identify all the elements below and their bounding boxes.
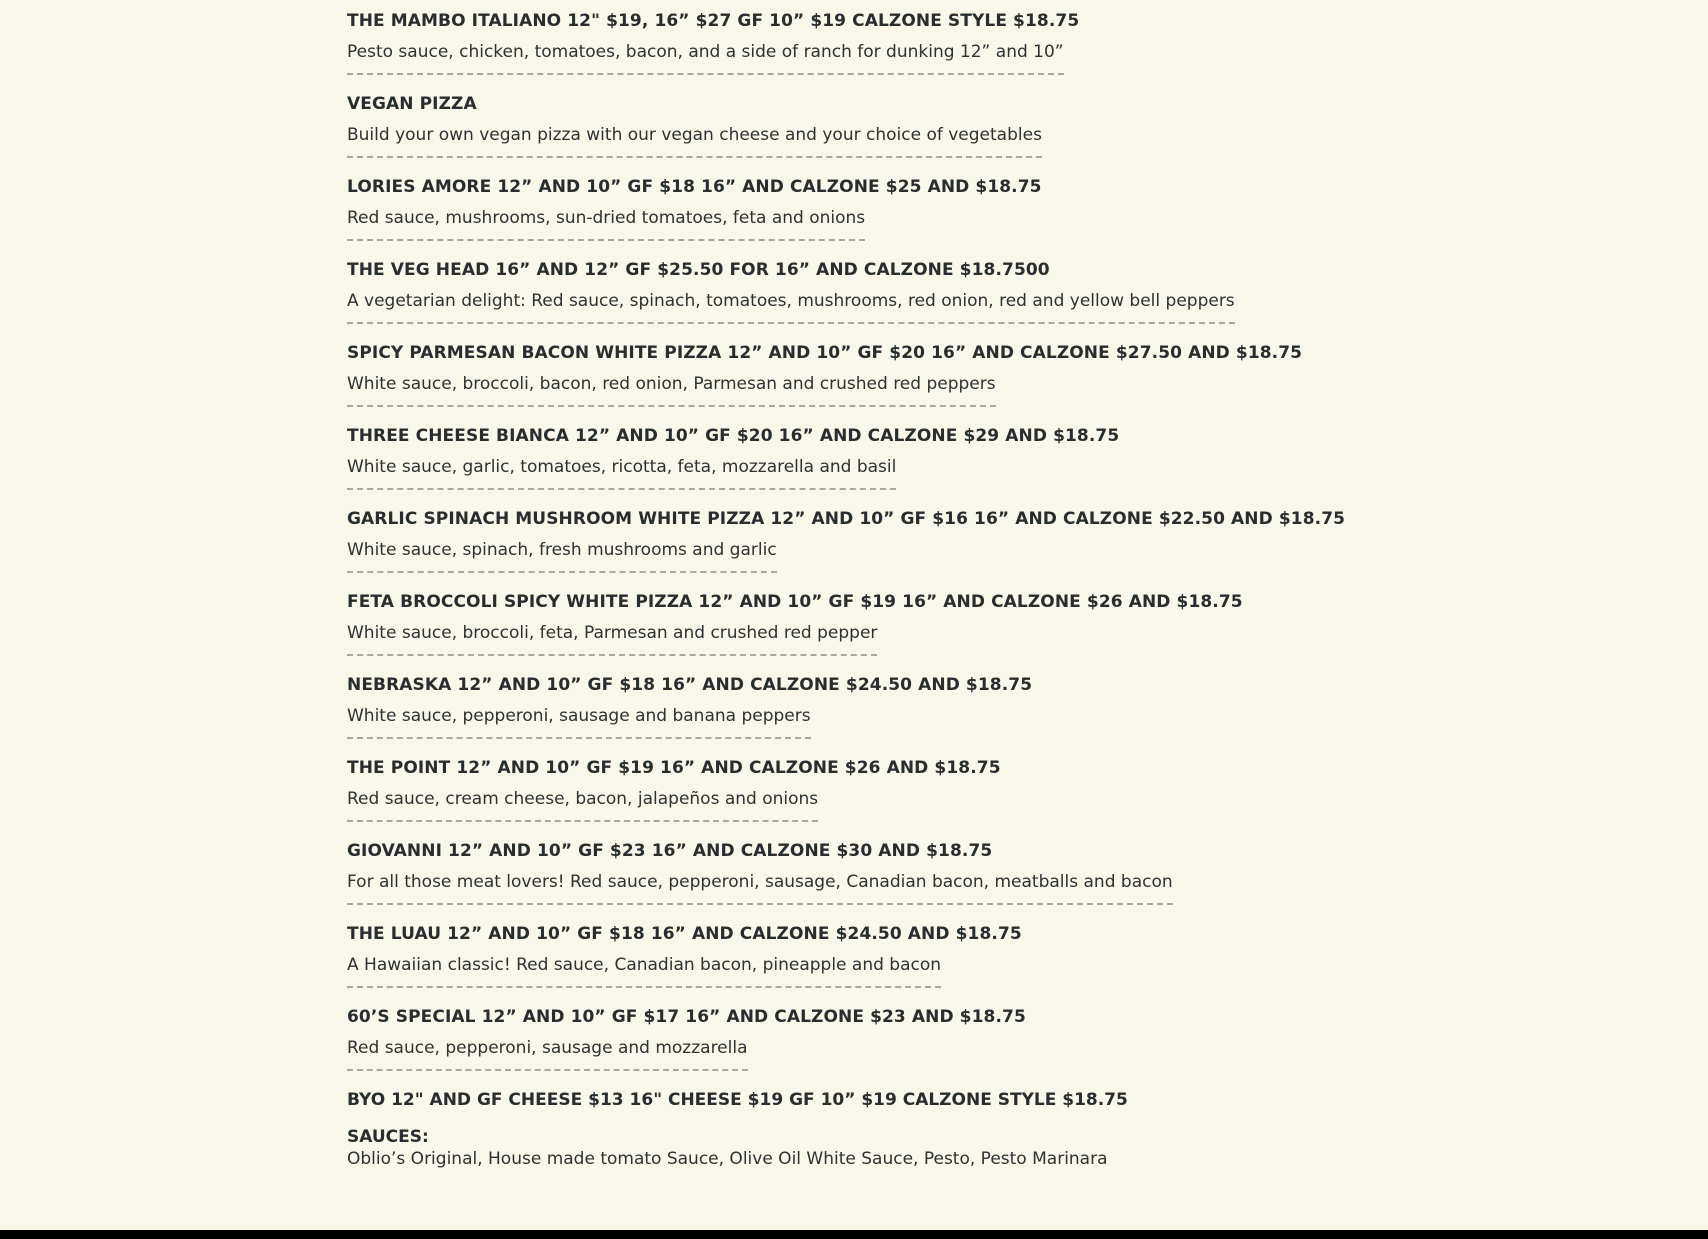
- sauces-list: Oblio’s Original, House made tomato Sauce, Olive Oil White Sauce, Pesto, Pesto Marinara: [347, 1149, 1108, 1169]
- menu-item-title: GIOVANNI 12” AND 10” GF $23 16” AND CALZONE $30 AND $18.75: [347, 841, 993, 861]
- menu-item-description: A Hawaiian classic! Red sauce, Canadian bacon, pineapple and bacon: [347, 954, 941, 988]
- item-divider-spacer: [347, 158, 1647, 176]
- menu-item-title: FETA BROCCOLI SPICY WHITE PIZZA 12” AND 10” GF $19 16” AND CALZONE $26 AND $18.75: [347, 592, 1243, 612]
- menu-item: [347, 840, 1647, 923]
- menu-item: [347, 425, 1647, 508]
- menu-item-description: Red sauce, cream cheese, bacon, jalapeños and onions: [347, 788, 818, 822]
- byo-title: BYO 12" AND GF CHEESE $13 16" CHEESE $19 GF 10” $19 CALZONE STYLE $18.75: [347, 1090, 1128, 1110]
- menu-item-description: White sauce, broccoli, feta, Parmesan and crushed red pepper: [347, 622, 877, 656]
- item-divider-spacer: [347, 75, 1647, 93]
- menu-item-description: White sauce, garlic, tomatoes, ricotta, feta, mozzarella and basil: [347, 456, 896, 490]
- menu-item: [347, 674, 1647, 757]
- bottom-bar: [0, 1230, 1708, 1239]
- menu-item-title: NEBRASKA 12” AND 10” GF $18 16” AND CALZONE $24.50 AND $18.75: [347, 675, 1033, 695]
- menu-item-title: THREE CHEESE BIANCA 12” AND 10” GF $20 16” AND CALZONE $29 AND $18.75: [347, 426, 1120, 446]
- byo-item: [347, 1089, 1647, 1111]
- menu-item-title: THE VEG HEAD 16” AND 12” GF $25.50 FOR 16” AND CALZONE $18.7500: [347, 260, 1050, 280]
- menu-item-description: Red sauce, mushrooms, sun-dried tomatoes, feta and onions: [347, 207, 865, 241]
- menu-item-description: Build your own vegan pizza with our vegan cheese and your choice of vegetables: [347, 124, 1042, 158]
- pizza-menu: [347, 10, 1647, 1170]
- menu-item-description: Pesto sauce, chicken, tomatoes, bacon, and a side of ranch for dunking 12” and 10”: [347, 41, 1064, 75]
- menu-items: [347, 10, 1647, 1089]
- menu-item: [347, 176, 1647, 259]
- item-divider-spacer: [347, 656, 1647, 674]
- menu-item-title: SPICY PARMESAN BACON WHITE PIZZA 12” AND 10” GF $20 16” AND CALZONE $27.50 AND $18.75: [347, 343, 1303, 363]
- menu-item-description: Red sauce, pepperoni, sausage and mozzarella: [347, 1037, 748, 1071]
- item-divider-spacer: [347, 988, 1647, 1006]
- menu-item-description: White sauce, spinach, fresh mushrooms and garlic: [347, 539, 777, 573]
- menu-item-title: GARLIC SPINACH MUSHROOM WHITE PIZZA 12” AND 10” GF $16 16” AND CALZONE $22.50 AND $18.75: [347, 509, 1346, 529]
- menu-item-title: THE LUAU 12” AND 10” GF $18 16” AND CALZONE $24.50 AND $18.75: [347, 924, 1022, 944]
- item-divider-spacer: [347, 241, 1647, 259]
- item-divider-spacer: [347, 1071, 1647, 1089]
- menu-item-description: For all those meat lovers! Red sauce, pepperoni, sausage, Canadian bacon, meatballs and bacon: [347, 871, 1173, 905]
- menu-item: [347, 259, 1647, 342]
- item-divider-spacer: [347, 324, 1647, 342]
- item-divider-spacer: [347, 739, 1647, 757]
- item-divider-spacer: [347, 905, 1647, 923]
- menu-item: [347, 757, 1647, 840]
- item-divider-spacer: [347, 407, 1647, 425]
- menu-item-title: LORIES AMORE 12” AND 10” GF $18 16” AND CALZONE $25 AND $18.75: [347, 177, 1042, 197]
- sauces-section: [347, 1126, 1647, 1170]
- menu-item-title: VEGAN PIZZA: [347, 94, 477, 114]
- menu-item: [347, 1006, 1647, 1089]
- item-divider-spacer: [347, 490, 1647, 508]
- menu-item-title: THE MAMBO ITALIANO 12" $19, 16” $27 GF 10” $19 CALZONE STYLE $18.75: [347, 11, 1080, 31]
- menu-item-description: White sauce, broccoli, bacon, red onion, Parmesan and crushed red peppers: [347, 373, 996, 407]
- menu-item: [347, 923, 1647, 1006]
- menu-item: [347, 10, 1647, 93]
- menu-item: [347, 591, 1647, 674]
- item-divider-spacer: [347, 573, 1647, 591]
- menu-item-description: White sauce, pepperoni, sausage and banana peppers: [347, 705, 811, 739]
- menu-item-title: 60’S SPECIAL 12” AND 10” GF $17 16” AND CALZONE $23 AND $18.75: [347, 1007, 1026, 1027]
- item-divider-spacer: [347, 822, 1647, 840]
- menu-item: [347, 508, 1647, 591]
- menu-item: [347, 342, 1647, 425]
- menu-item-title: THE POINT 12” AND 10” GF $19 16” AND CALZONE $26 AND $18.75: [347, 758, 1001, 778]
- menu-item: [347, 93, 1647, 176]
- sauces-title: SAUCES:: [347, 1127, 429, 1147]
- menu-item-description: A vegetarian delight: Red sauce, spinach, tomatoes, mushrooms, red onion, red and yellow bell peppers: [347, 290, 1235, 324]
